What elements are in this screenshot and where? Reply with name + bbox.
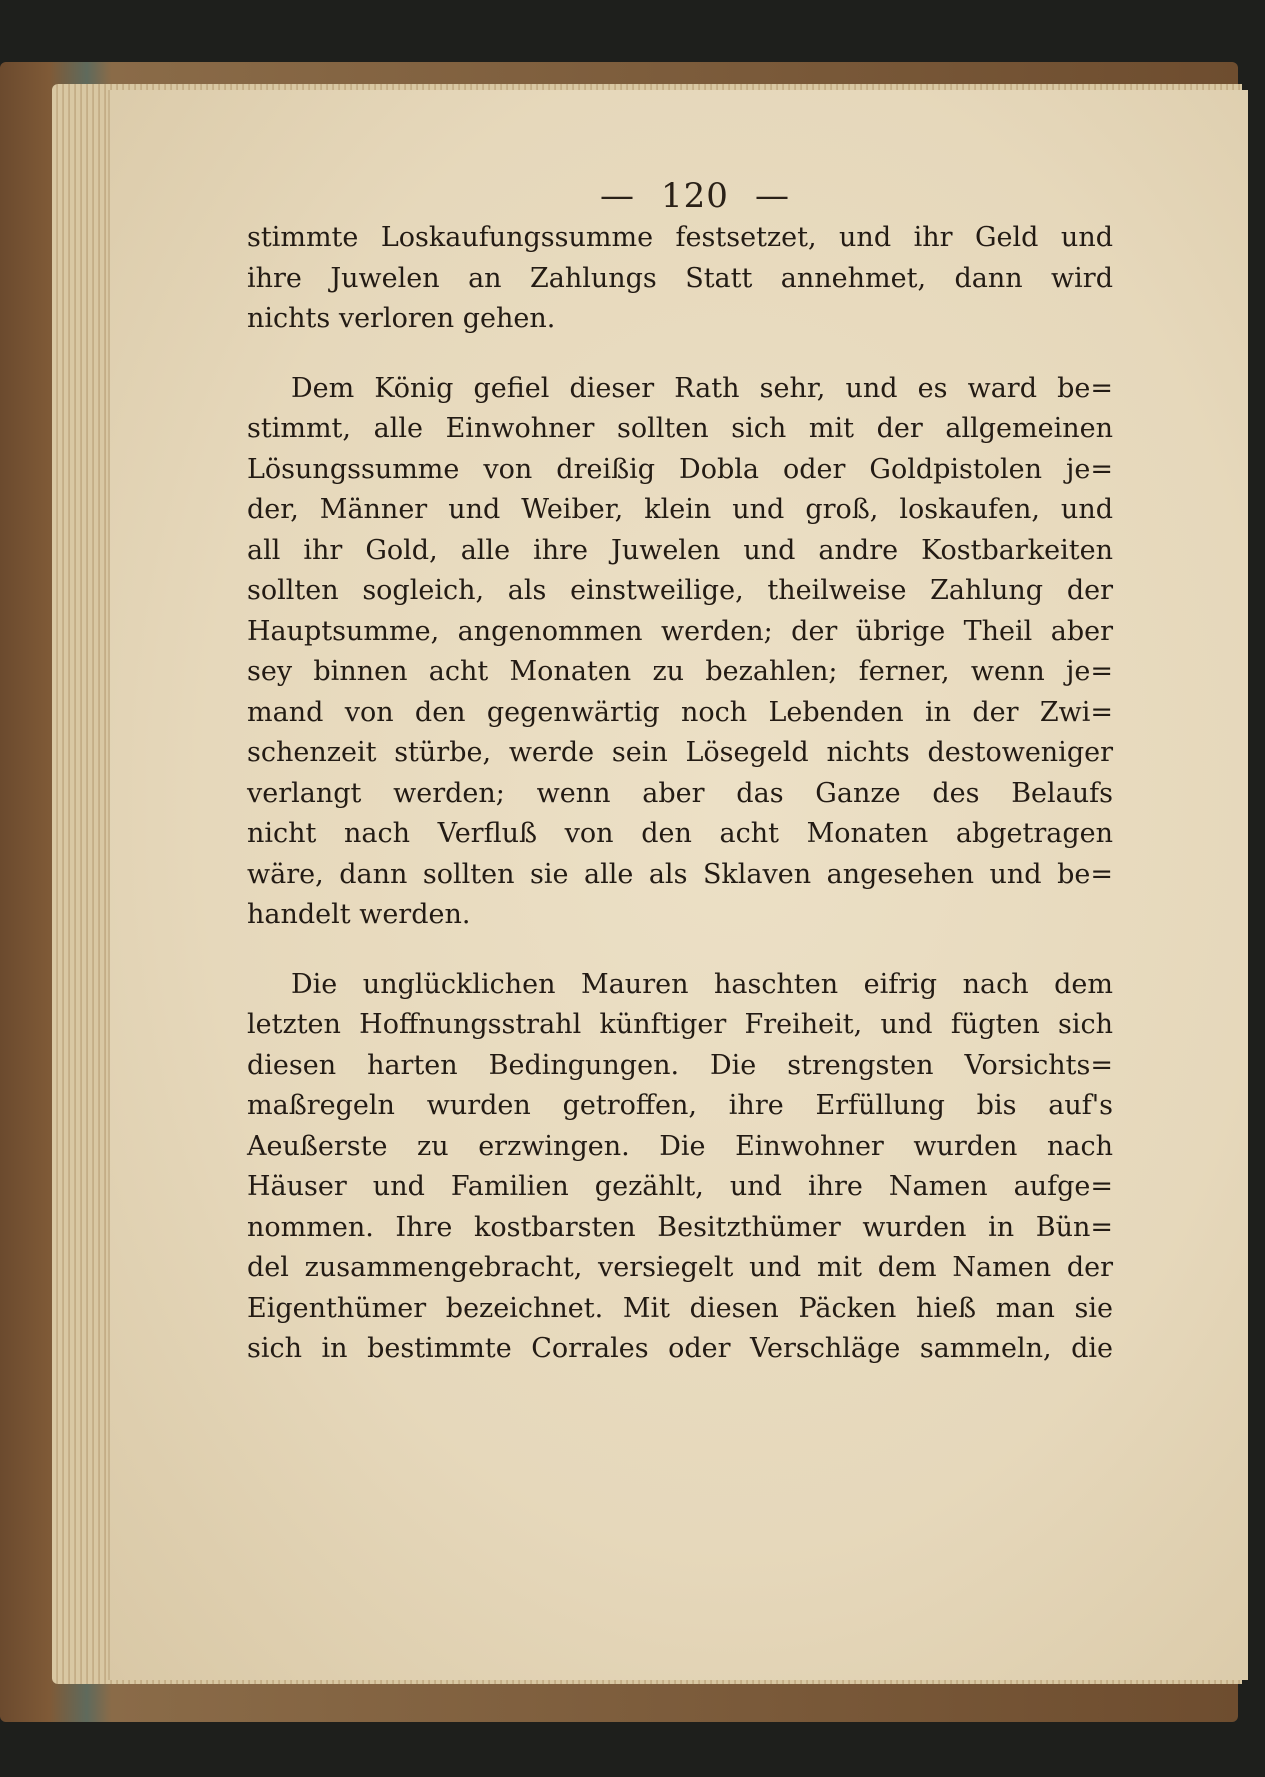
paragraph (247, 218, 1113, 340)
text-line: Eigenthümer bezeichnet. Mit diesen Päcken hieß man sie (247, 1292, 1113, 1324)
text-line: Hauptsumme, angenommen werden; der übrige Theil aber (247, 615, 1113, 647)
text-line: diesen harten Bedingungen. Die strengsten Vorsichts= (247, 1049, 1113, 1081)
text-line: nommen. Ihre kostbarsten Besitzthümer wurden in Bün= (247, 1211, 1113, 1243)
paragraph (247, 965, 1113, 1370)
text-line: del zusammengebracht, versiegelt und mit dem Namen der (247, 1252, 1113, 1283)
text-line: wäre, dann sollten sie alle als Sklaven angesehen und be= (247, 858, 1113, 890)
text-line: Aeußerste zu erzwingen. Die Einwohner wurden nach (247, 1130, 1113, 1162)
header-dash-right: — (754, 176, 790, 216)
body-text (247, 218, 1113, 1370)
text-line: Lösungssumme von dreißig Dobla oder Goldpistolen je= (247, 453, 1113, 485)
text-line: stimmt, alle Einwohner sollten sich mit der allgemeinen (247, 413, 1113, 444)
text-line: sollten sogleich, als einstweilige, theilweise Zahlung der (247, 575, 1113, 606)
header-dash-left: — (600, 176, 636, 216)
text-line: schenzeit stürbe, werde sein Lösegeld nichts destoweniger (247, 737, 1113, 768)
text-line: Häuser und Familien gezählt, und ihre Namen aufge= (247, 1171, 1113, 1202)
text-line: maßregeln wurden getroffen, ihre Erfüllung bis auf's (247, 1090, 1113, 1121)
text-line: letzten Hoffnungsstrahl künftiger Freiheit, und fügten sich (247, 1009, 1113, 1040)
text-line: verlangt werden; wenn aber das Ganze des Belaufs (247, 777, 1113, 809)
text-line: Dem König gefiel dieser Rath sehr, und es ward be= (291, 372, 1113, 404)
text-line: der, Männer und Weiber, klein und groß, loskaufen, und (247, 494, 1113, 525)
text-line: Die unglücklichen Mauren haschten eifrig nach dem (291, 968, 1113, 1000)
text-line: sich in bestimmte Corrales oder Verschläge sammeln, die (247, 1333, 1113, 1364)
text-line: sey binnen acht Monaten zu bezahlen; ferner, wenn je= (247, 656, 1113, 687)
text-line: mand von den gegenwärtig noch Lebenden in der Zwi= (247, 696, 1113, 728)
text-line: nichts verloren gehen. (247, 303, 556, 334)
page-number: 120 (661, 176, 729, 216)
text-line: nicht nach Verfluß von den acht Monaten abgetragen (247, 818, 1113, 849)
text-line: handelt werden. (247, 899, 471, 930)
paragraph (247, 369, 1113, 936)
text-line: stimmte Loskaufungssumme festsetzet, und ihr Geld und (247, 222, 1113, 253)
text-line: ihre Juwelen an Zahlungs Statt annehmet, dann wird (247, 262, 1113, 294)
page-header (0, 176, 1265, 216)
text-line: all ihr Gold, alle ihre Juwelen und andre Kostbarkeiten (247, 534, 1113, 566)
